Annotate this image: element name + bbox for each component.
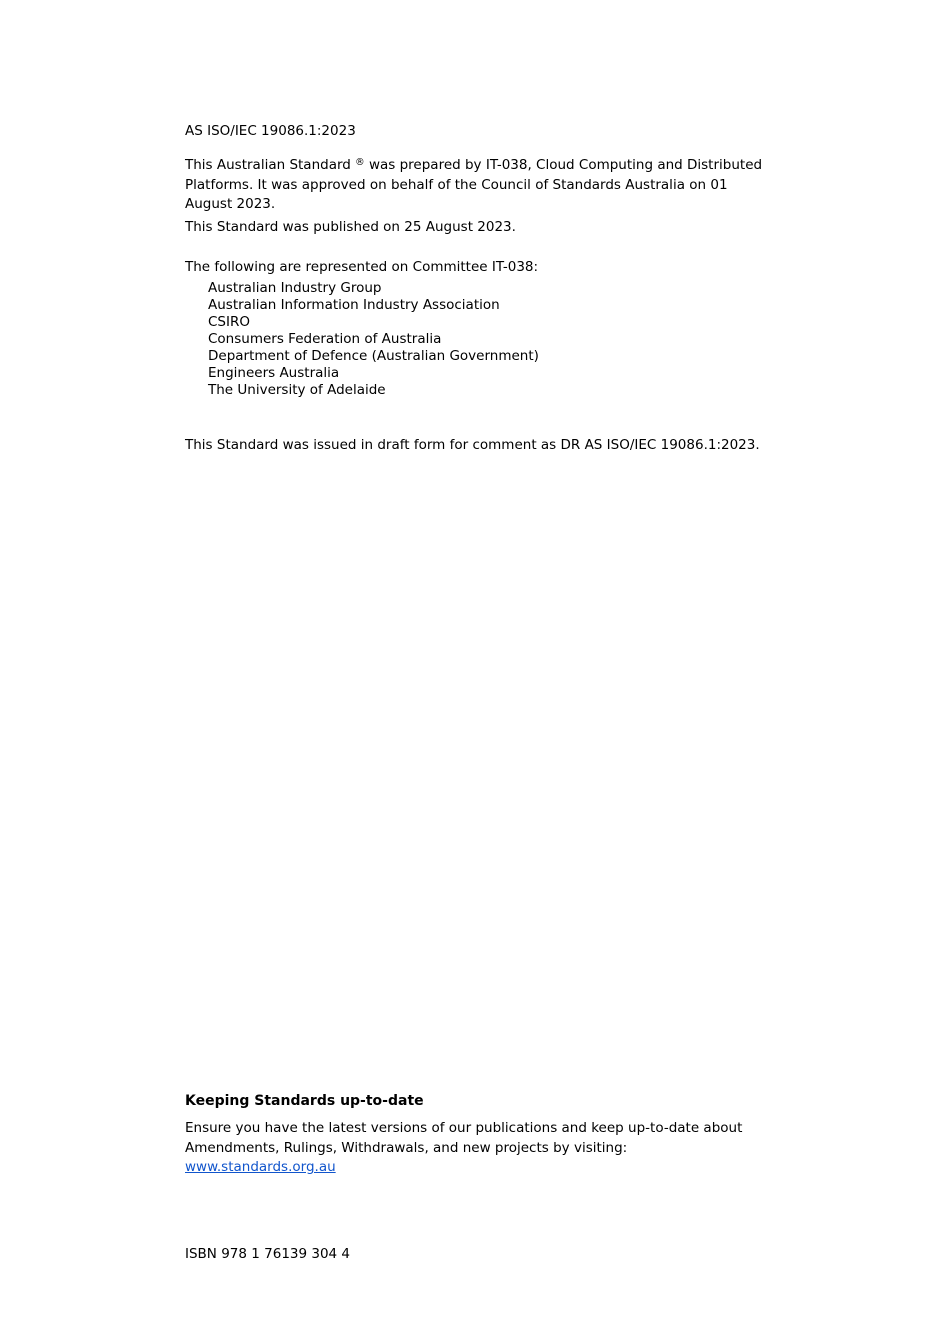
committee-member: CSIRO	[208, 314, 250, 330]
committee-member: Australian Information Industry Association	[208, 297, 500, 313]
published-date-line: This Standard was published on 25 August 2023.	[185, 219, 516, 235]
keeping-standards-body: Ensure you have the latest versions of our publications and keep up-to-date about Amendments, Rulings, Withdrawals, and new projects by visiting:	[185, 1120, 743, 1156]
prepared-by-paragraph	[185, 153, 773, 215]
prepared-text-before-reg: This Australian Standard	[185, 157, 351, 173]
standards-link-line	[185, 1158, 773, 1178]
committee-member: Department of Defence (Australian Government)	[208, 348, 539, 364]
committee-member: Engineers Australia	[208, 365, 340, 381]
committee-member: Australian Industry Group	[208, 280, 382, 296]
isbn-line: ISBN 978 1 76139 304 4	[185, 1246, 351, 1262]
registered-trademark-symbol: ®	[355, 157, 365, 168]
committee-member: The University of Adelaide	[208, 382, 386, 398]
committee-member: Consumers Federation of Australia	[208, 331, 442, 347]
draft-comment-line: This Standard was issued in draft form for comment as DR AS ISO/IEC 19086.1:2023.	[185, 437, 760, 453]
committee-intro-line: The following are represented on Committee IT-038:	[185, 259, 539, 275]
standards-website-link[interactable]: www.standards.org.au	[185, 1159, 336, 1175]
prepared-text-after-reg: was prepared by IT-038, Cloud Computing and Distributed Platforms. It was approved on behalf of the Council of Standards Australia on 01 August 2023.	[185, 157, 763, 212]
standard-designation: AS ISO/IEC 19086.1:2023	[185, 123, 356, 139]
keeping-standards-heading: Keeping Standards up-to-date	[185, 1093, 424, 1109]
committee-member-list	[208, 280, 768, 399]
